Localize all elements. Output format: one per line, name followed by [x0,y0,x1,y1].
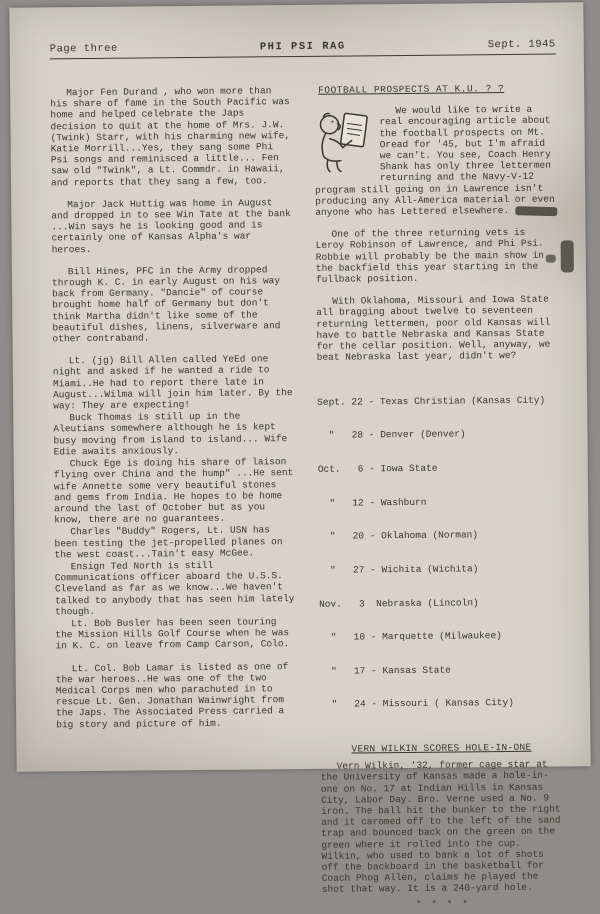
schedule-line: " 17 - Kansas State [319,664,451,677]
right-column [314,83,562,910]
article-paragraph: Major Jack Huttig was home in August and dropped in to see Win Tate at the bank ...Win says he is looking good and is certainly one of Kansas Alpha's war heroes. [51,197,291,256]
article-paragraph: Lt. Col. Bob Lamar is listed as one of the war heroes..He was one of the two Medical Corps men who parachuted in to rescue Lt. Gen. Jonathan Wainwright from the Japs. The Associated Press carried a big story and picture of him. [55,660,289,730]
article-paragraph: Ensign Ted North is still Communications officer aboard the U.S.S. Cleveland as far as we know...We haven't talked to anybody that has seen him lately though. [54,559,295,618]
article-paragraph: Buck Thomas is still up in the Aleutians somewhere although he is kept busy moving from island to island... Wife Edie awaits anxiously. [53,410,288,458]
article-paragraph: Vern Wilkin, '32, former cage star at the University of Kansas made a hole-in-one on No. 17 at Indian Hills in Kansas City, Labor Day. Bro. Verne used a No. 9 iron. The ball hit the bunker to the right and it caromed off to the left of the sand trap and bounced back on the green on the green where it rolled into the cup. Wilkin, who used to bank a lot of shots off the backboard in the basketball for Coach Phog Allen, claims he played the shot that way. It is a 240-yard hole. [320,758,561,896]
article-paragraph: Lt. (jg) Bill Allen called YeEd one night and asked if he wanted a ride to Miami..He had to report there late in August...Wilma will join him later. By the way: They are expecting! [52,353,293,412]
ink-smudge [561,240,574,272]
article-paragraph: Bill Hines, PFC in the Army dropped through K. C. in early August on his way back from Germany. "Dancie" of course brought home half of Germany but don't think Martha didn't like some of the beautiful dishes, linens, silverware and other contraband. [51,264,281,345]
content-columns [50,83,562,910]
schedule-line: " 28 - Denver (Denver) [317,428,466,442]
article-paragraph: With Oklahoma, Missouri and Iowa State all bragging about twelve to seventeen returning lettermen, poor old Kansas will have to battle Nebraska and Kansas State for the cellar position. Well, anyway, we beat Nebraska last year, didn't we? [316,293,551,364]
article-paragraph: Chuck Ege is doing his share of laison flying over China and the hump" ...He sent wife Annette some very beautiful stones and gems from India. He hopes to be home around the last of October but as you know, there are no guarantees. [53,456,294,526]
football-schedule [317,372,562,733]
hole-in-one-heading: VERN WILKIN SCORES HOLE-IN-ONE [351,741,532,755]
schedule-line: " 10 - Marquette (Milwaukee) [319,630,502,643]
schedule-line: Oct. 6 - Iowa State [317,462,438,475]
schedule-line: " 20 - Oklahoma (Norman) [318,529,479,543]
ink-smudge [546,255,556,263]
section-divider-stars: * * * * [415,898,470,910]
schedule-line: " 24 - Missouri ( Kansas City) [319,697,514,711]
article-paragraph: One of the three returning vets is Leroy Robinson of Lawrence, and Phi Psi. Robbie will probably be the main show in the backfield this year starting in the fullback position. [315,227,544,285]
page-header [50,39,556,60]
newsletter-page [9,2,590,910]
writer-doodle-cartoon-icon [314,106,373,175]
left-column [50,85,298,759]
article-paragraph: Charles "Buddy" Rogers, Lt. USN has been testing the jet-propelled planes on the west coast...Tain't easy McGee. [54,524,283,561]
article-paragraph: Major Fen Durand , who won more than his share of fame in the South Pacific was home and helped celebrate the Japs decision to quit at the home of Mrs. J.W. (Twink) Starr, with his charming new wife, Katie Morrill...Yes, they sang some Phi Psi songs and reminisced a little... Fen saw old "Twink", a Lt. Commdr. in Hawaii, and reports that they sang a few, too. [50,85,291,189]
schedule-line: Sept. 22 - Texas Christian (Kansas City) [317,394,546,408]
football-prospects-heading: FOOTBALL PROSPECTS AT K.U. ? ? [318,83,505,96]
article-paragraph: Lt. Bob Busler has been seen touring the Mission Hills Golf Course when he was in K. C. on leave from Camp Carson, Colo. [55,616,290,652]
article-paragraph: We would like to write a real encouraging article about the football prospects on Mt. Oread for '45, but I'm afraid we can't. You see, Coach Henry Shank has only three lettermen returning and the Navy-V-12 program still going on in Lawrence isn't producing any All-America material or even anyone who has Lettered elsewhere. [315,103,555,218]
football-article [314,104,557,218]
schedule-line: Nov. 3 Nebraska (Lincoln) [319,596,479,610]
page-number: Page three [49,42,118,56]
issue-date: Sept. 1945 [487,38,556,52]
schedule-line: " 27 - Wichita (Wichita) [318,563,479,576]
schedule-line: " 12 - Washburn [318,496,427,509]
newsletter-title: PHI PSI RAG [259,40,346,54]
ink-smudge [515,206,557,216]
